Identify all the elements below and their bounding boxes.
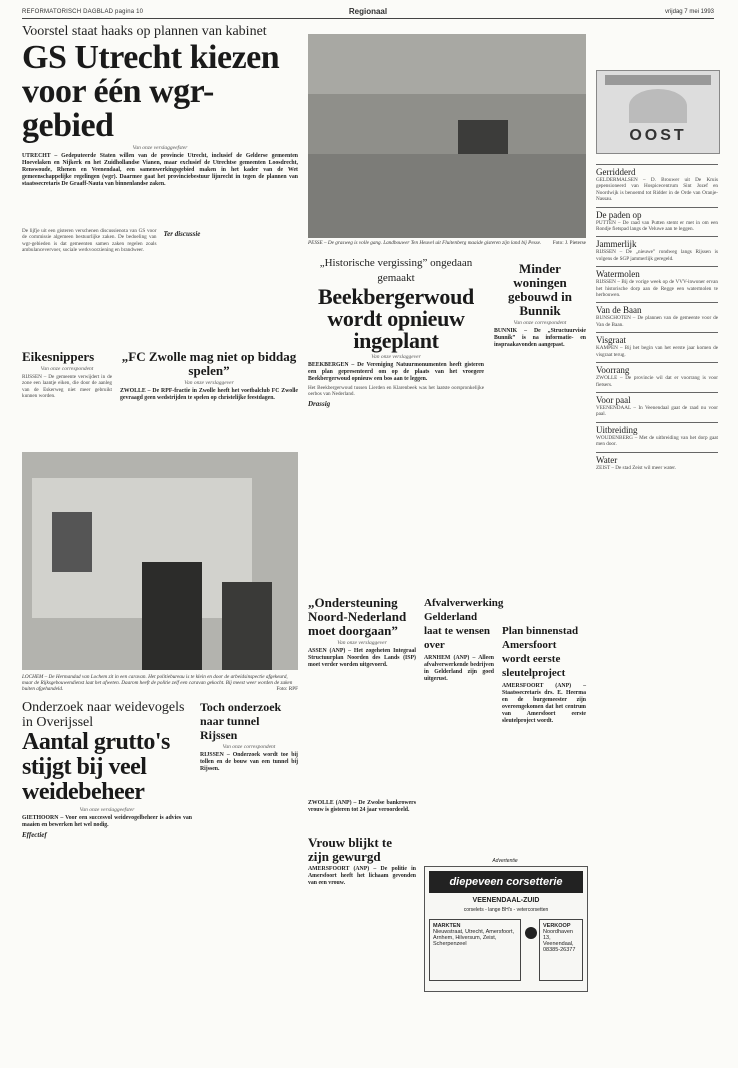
photo1-caption: PESSE – De grasweg is volle gang. Landbouwer Ten Heuvel uit Fluitenberg maaide gisteren zijn land bij Pesse. <box>308 240 542 246</box>
photo-mowing <box>308 34 586 238</box>
main-byline: Van onze verslaggeefster <box>132 145 188 151</box>
photo2-caption: LOCHEM – De Hermandad van Lochem zit in een caravan. Het politiebureau is te klein en door de arbeidsinspectie afgekeurd, maar de Rijksgebouwendienst laat het afweten. Daarom heeft de politie zelf een caravan gekocht. Bij meest weer worden de zaken buiten afgehandeld. <box>22 674 293 692</box>
bunnik-lead: BUNNIK – De „Structuurvisie Bunnik” is na informatie- en inspraakavonden aangepast. <box>494 328 586 348</box>
amers-lead: AMERSFOORT (ANP) – Staatssecretaris drs. E. Heerma en de burgemeester zijn overeengekomen dat het centrum van Amersfoort eerste sleutelproject wordt. <box>502 683 586 724</box>
zwolle-article <box>120 350 298 402</box>
grutto-sub: Effectief <box>22 831 47 839</box>
ad-verkoop <box>539 919 583 981</box>
ad-brand: diepeveen corsetterie <box>429 871 583 893</box>
zwolle-headline: „FC Zwolle mag niet op biddag spelen” <box>121 349 297 378</box>
ond-lead: ASSEN (ANP) – Het zogeheten Integraal Structuurplan Noorden des Lands (ISP) moet verder worden uitgevoerd. <box>308 648 416 668</box>
photo2-caption-block <box>22 674 298 692</box>
afval-headline: Afvalverwerking Gelderland laat te wensen over <box>424 597 504 651</box>
zwolle-byline: Van onze verslaggever <box>184 380 234 386</box>
side-items <box>596 160 718 471</box>
eik-body: RIJSSEN – De gemeente verwijdert in de zone een laantje eiken, die door de aanleg van de Eskerweg niet meer gebruikt kunnen worden. <box>22 374 112 400</box>
grutto-byline: Van onze verslaggeefster <box>79 807 135 813</box>
zwolle2-note: ZWOLLE (ANP) – De Zwolse bankrowers vrouw is gisteren tot 24 jaar veroordeeld. <box>308 800 416 813</box>
photo1-credit: Foto: J. Pieterse <box>552 240 586 246</box>
zwolle2-article <box>308 800 416 814</box>
tol-headline: Toch onderzoek naar tunnel Rijssen <box>200 700 282 742</box>
masthead <box>22 6 714 19</box>
bunnik-article <box>494 262 586 349</box>
grutto-lead: GIETHOORN – Voor een succesvol weidevogelbeheer is advies van maaien en bewerken het wel nodig. <box>22 815 192 828</box>
globe-icon <box>629 89 687 123</box>
photo1-caption-block <box>308 240 586 246</box>
main-kicker: Voorstel staat haaks op plannen van kabinet <box>22 24 267 39</box>
ad-label: Advertentie <box>492 858 518 864</box>
paper-name: REFORMATORISCH DAGBLAD pagina 10 <box>22 9 144 15</box>
main-article <box>22 24 298 188</box>
ad-tagline: corselets - lange BH's - vetercorsetten <box>463 907 549 913</box>
tol-byline: Van onze correspondent <box>222 744 276 750</box>
side-item: De paden op PUTTEN – De raad van Putten stemt er met in om een Rondje fietspad langs de Veluwe aan te leggen. <box>596 207 718 233</box>
ad-markten-title: MARKTEN <box>433 923 461 929</box>
main-sub: Ter discussie <box>163 230 201 238</box>
eik-article <box>22 350 112 400</box>
eik-byline: Van onze correspondent <box>40 366 94 372</box>
main-lead: UTRECHT – Gedeputeerde Staten willen van de provincie Utrecht, inclusief de Gelderse gemeenten Hoevelaken en Nijkerk en het Zuidhollandse Vianen, maar exclusief de Utrechtse gemeenten Loosdrecht, Renswoude, Rhenen en Veenendaal, een samenwerkingsgebied maken in het kader van de Wet gemeenschappelijke regelingen (wgr). Daarmee gaat het provinciebestuur lijnrecht in tegen de plannen van staatssecretaris De Graaff-Nauta van binnenlandse zaken. <box>22 153 298 187</box>
afval-article <box>424 596 504 683</box>
side-item: Uitbreiding WOUDENBERG – Met de uitbreiding van het dorp gaat men door. <box>596 422 718 448</box>
side-item: Watermolen RIJSSEN – Bij de vorige week op de VVV-inwoner ervan het historische dorp aan de Regge een watermolen te herbouwen. <box>596 266 718 298</box>
ad-star-icon <box>525 927 537 939</box>
eik-headline: Eikesnippers <box>22 349 95 364</box>
photo-caravan <box>22 452 298 670</box>
tol-lead: RIJSSEN – Onderzoek wordt toe bij tollen en de bouw van een tunnel bij Rijssen. <box>200 752 298 772</box>
side-item: Voorrang ZWOLLE – De provincie wil dat er voorrang is voor fietsers. <box>596 362 718 388</box>
side-item: Van de Baan BUNSCHOTEN – De plannen van de gemeente voor de Van de Baan. <box>596 302 718 328</box>
grutto-article <box>22 700 192 841</box>
side-item: Visgraat KAMPEN – Bij het begin van het eerste jaar komen de visgraat terug. <box>596 332 718 358</box>
beek-sub: Drassig <box>308 399 331 408</box>
ad-verkoop-text: Noordhaven 13, Veenendaal, 08385-26377 <box>543 929 576 953</box>
beek-lead: BEEKBERGEN – De Vereniging Natuurmonumenten heeft gisteren een plan gepresenteerd om op de plaats van het vroegere Beekbergerwoud opnieuw een bos aan te leggen. <box>308 362 484 382</box>
grutto-headline: Aantal grutto's stijgt bij veel weidebeheer <box>22 729 170 805</box>
beek-headline: Beekbergerwoud wordt opnieuw ingeplant <box>318 284 474 353</box>
grutto-kicker: Onderzoek naar weidevogels in Overijssel <box>22 700 185 730</box>
amers-headline: Plan binnenstad Amersfoort wordt eerste sleutelproject <box>502 625 579 679</box>
beek-byline: Van onze verslaggever <box>371 354 421 360</box>
vrouw-lead: AMERSFOORT (ANP) – De politie in Amersfoort heeft het lichaam gevonden van een vrouw. <box>308 866 416 886</box>
side-item: Voor paal VEENENDAAL – In Veenendaal gaat de raad nu voor paal. <box>596 392 718 418</box>
vrouw-article <box>308 836 416 887</box>
advertisement <box>424 866 588 992</box>
tol-article <box>200 700 298 773</box>
main-headline: GS Utrecht kiezen voor één wgr-gebied <box>22 39 280 144</box>
beek-body: Het Beekbergerwoud tussen Lierden en Klarenbeek was het laatste oorspronkelijke oerbos van Nederland. <box>308 385 484 398</box>
side-item: Jammerlijk RIJSSEN – De „nieuwe” rondweg langs Rijssen is volgens de SGP jammerlijk geregeld. <box>596 236 718 262</box>
bunnik-headline: Minder woningen gebouwd in Bunnik <box>508 261 572 318</box>
ad-markten-text: Nieuwstraat, Utrecht, Amersfoort, Arnhem, Hilversum, Zeist, Scherpenzeel <box>433 929 514 947</box>
side-item: Gerridderd GELDERMALSEN – D. Brouwer uit De Kruis gepensioneerd van Hospicecentrum Sint Jozef en Noordwijk is benoemd tot Ridder in de Orde van Oranje-Nassau. <box>596 164 718 203</box>
ond-byline: Van onze verslaggever <box>337 640 387 646</box>
ad-city: VEENENDAAL-ZUID <box>472 897 540 904</box>
main-body-block <box>22 228 298 254</box>
section-name: Regionaal <box>348 7 388 16</box>
bunnik-byline: Van onze correspondent <box>513 320 567 326</box>
main-body: De lijfje uit een gisteren verschenen discussienota van GS voor de commissie algemeen bestuurlijke zaken. De bedoeling van wgr-gebieden is dat gemeenten samen zaken regelen zoals ambulancevervoer, sociale werkvoorziening en brandweer. <box>22 228 157 254</box>
ad-markten <box>429 919 521 981</box>
ond-article <box>308 596 416 669</box>
photo2-credit: Foto: RPF <box>276 686 298 692</box>
oost-badge <box>596 70 720 154</box>
ad-verkoop-title: VERKOOP <box>543 923 571 929</box>
amers-article <box>502 624 586 725</box>
side-item: Water ZEIST – De stad Zeist wil meer water. <box>596 452 718 471</box>
beek-kicker: „Historische vergissing” ongedaan gemaakt <box>319 257 473 284</box>
ond-headline: „Ondersteuning Noord-Nederland moet doorgaan” <box>308 595 407 638</box>
afval-lead: ARNHEM (ANP) – Alleen afvalverwerkende bedrijven in Gelderland zijn goed uitgerust. <box>424 655 494 682</box>
beek-article <box>308 256 484 410</box>
zwolle-lead: ZWOLLE – De RPF-fractie in Zwolle heeft het voetbalclub FC Zwolle gevraagd geen wedstrijden te spelen op christelijke feestdagen. <box>120 388 298 401</box>
vrouw-headline: Vrouw blijkt te zijn gewurgd <box>308 835 393 864</box>
issue-date: vrijdag 7 mei 1993 <box>664 9 714 15</box>
oost-badge-text: OOST <box>629 127 687 144</box>
